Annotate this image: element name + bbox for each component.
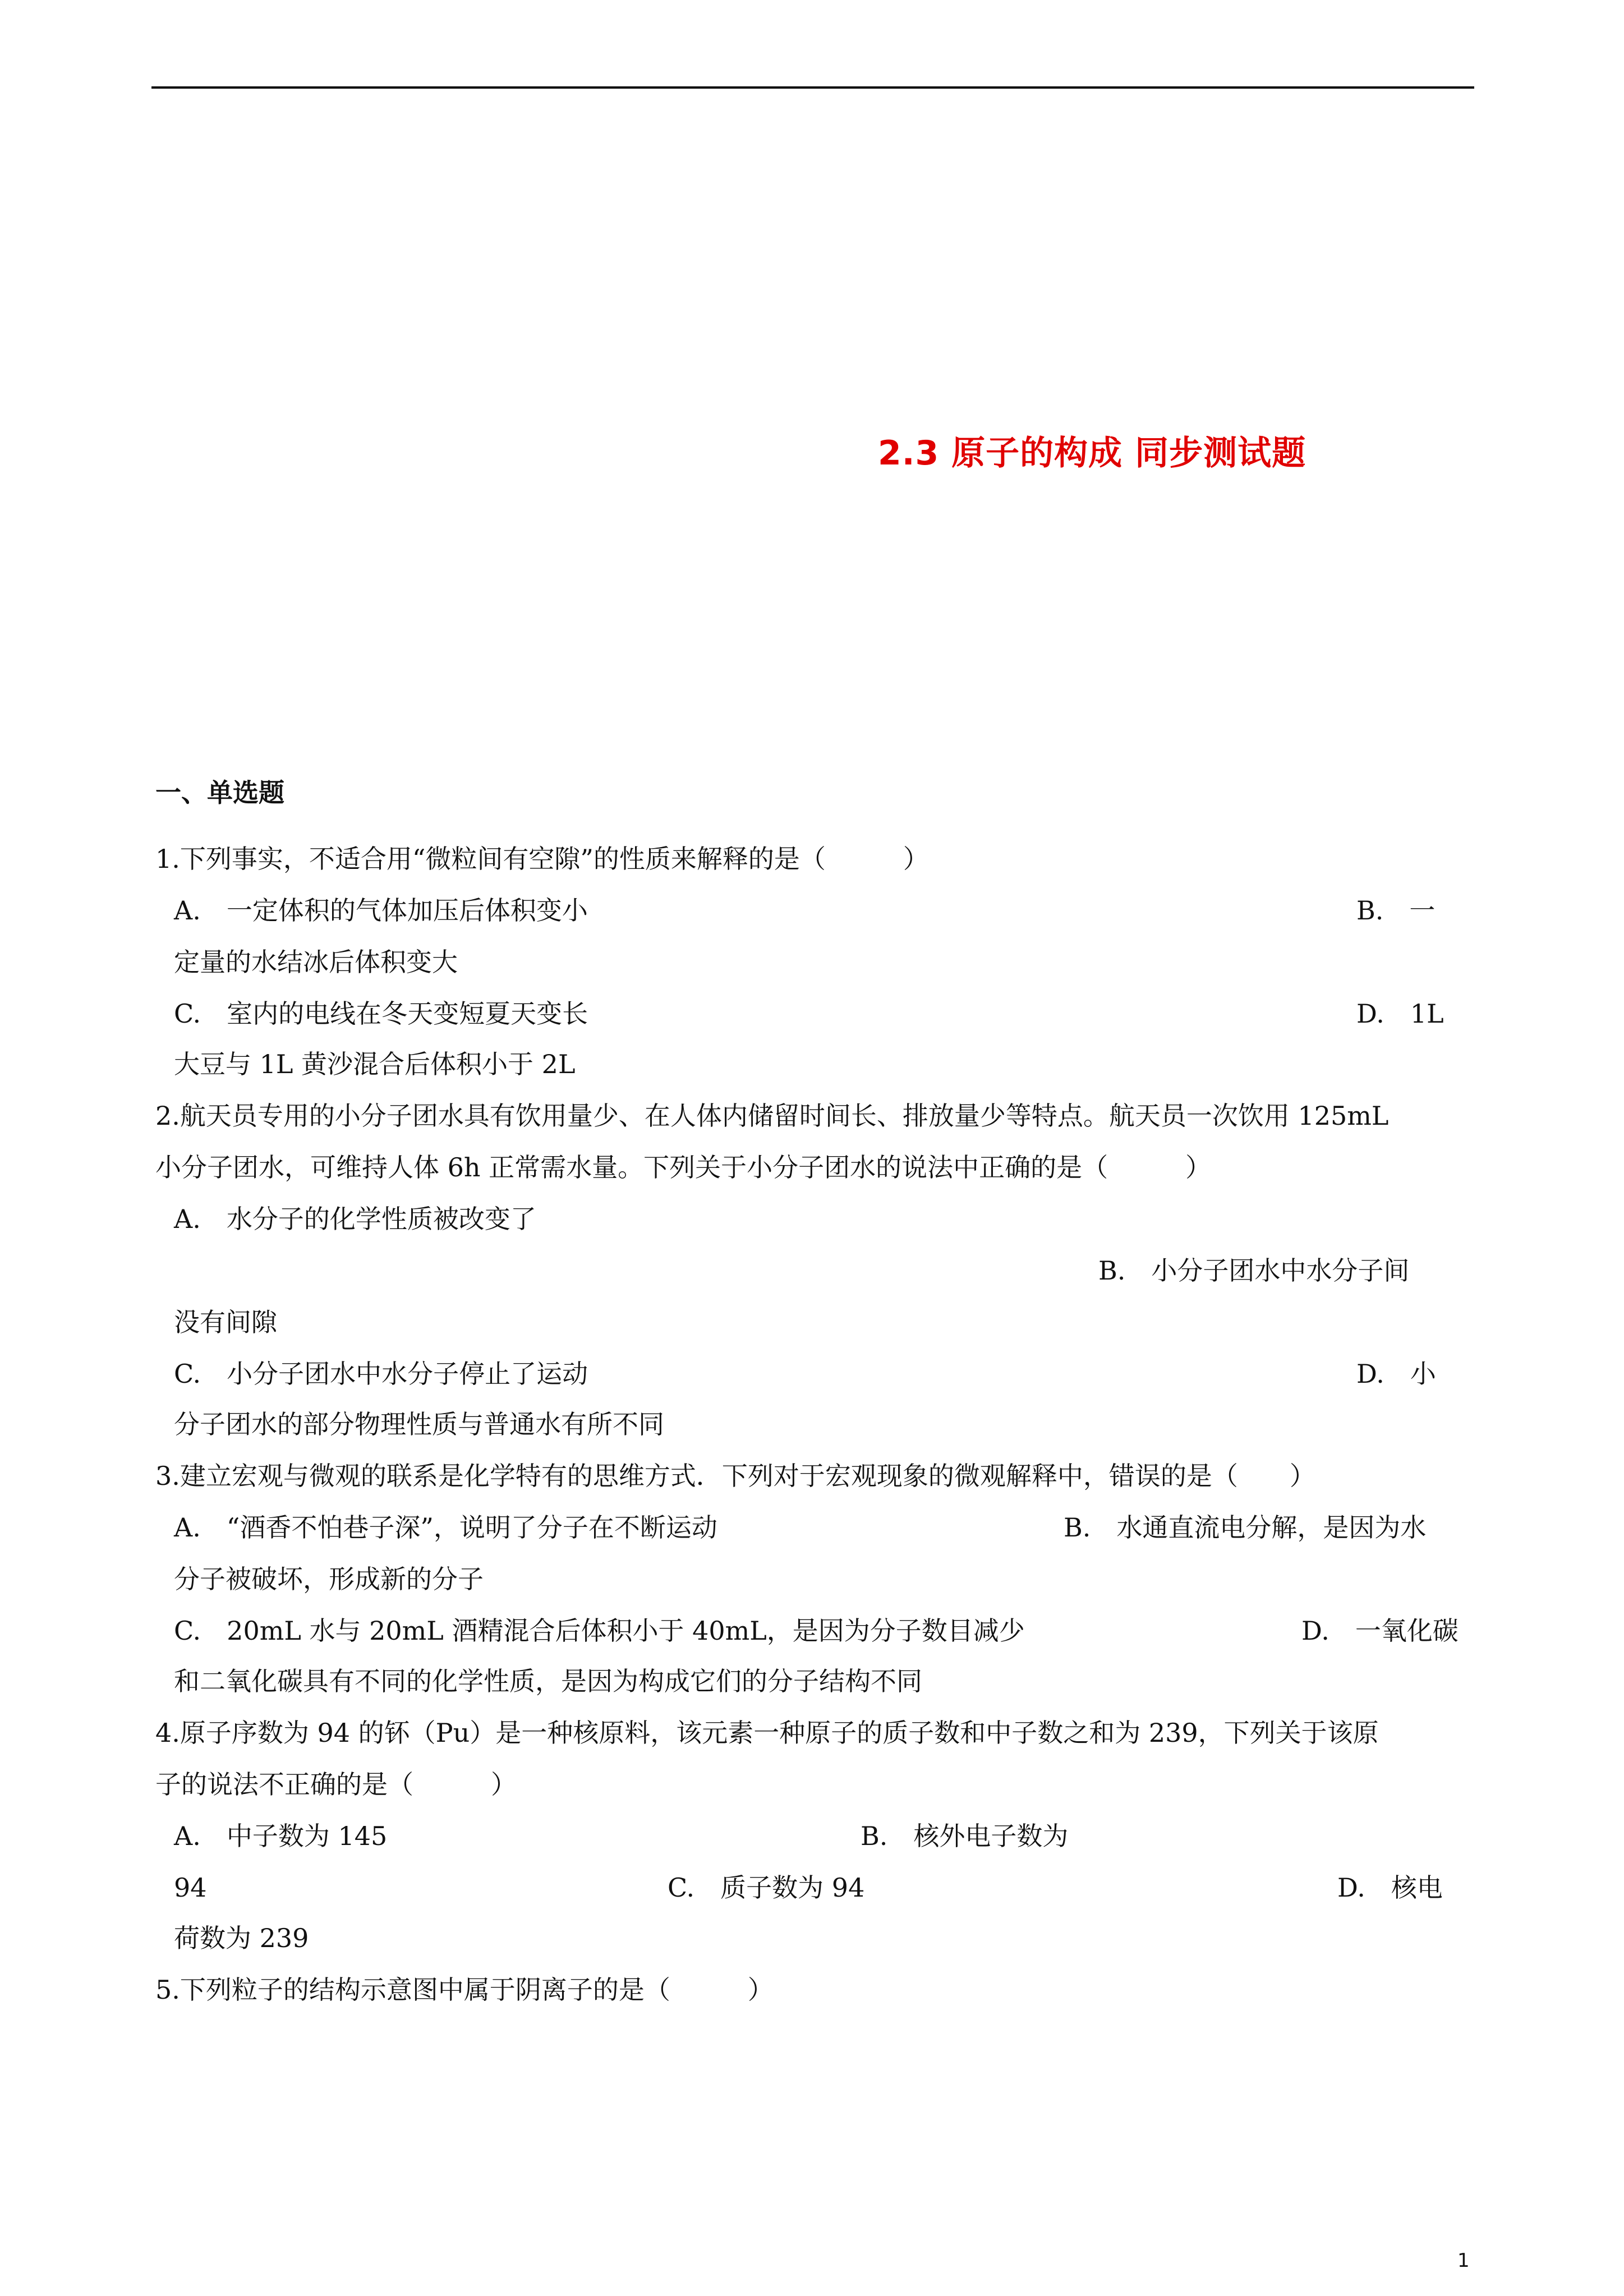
question-2-option-d: D. 小 xyxy=(1356,1359,1436,1389)
question-3-option-d: D. 一氧化碳 xyxy=(1301,1616,1459,1646)
question-1-option-b-cont: 定量的水结冰后体积变大 xyxy=(174,947,458,977)
document-title: 2.3 原子的构成 同步测试题 xyxy=(878,434,1306,473)
question-4-option-d: D. 核电 xyxy=(1337,1872,1443,1903)
question-4-option-d-cont: 荷数为 239 xyxy=(174,1923,309,1953)
page-number: 1 xyxy=(1457,2249,1470,2272)
question-4-option-b-cont: 94 xyxy=(174,1872,207,1903)
question-1-stem: 1.下列事实，不适合用“微粒间有空隙”的性质来解释的是（ ） xyxy=(155,844,929,874)
question-3-option-a: A. “酒香不怕巷子深”，说明了分子在不断运动 xyxy=(174,1512,717,1543)
question-1-option-b: B. 一 xyxy=(1356,895,1436,926)
question-2-stem-line-2: 小分子团水，可维持人体 6h 正常需水量。下列关于小分子团水的说法中正确的是（ ） xyxy=(155,1152,1212,1182)
question-2-option-a: A. 水分子的化学性质被改变了 xyxy=(174,1204,536,1234)
question-3-option-c: C. 20mL 水与 20mL 酒精混合后体积小于 40mL，是因为分子数目减少 xyxy=(174,1616,1025,1646)
question-3-option-b-cont: 分子被破坏，形成新的分子 xyxy=(174,1564,484,1594)
question-3-option-b: B. 水通直流电分解，是因为水 xyxy=(1064,1512,1427,1543)
question-1-option-d-cont: 大豆与 1L 黄沙混合后体积小于 2L xyxy=(174,1049,576,1079)
question-2-option-c: C. 小分子团水中水分子停止了运动 xyxy=(174,1359,588,1389)
question-2-option-b-cont: 没有间隙 xyxy=(174,1307,277,1337)
question-2-option-d-cont: 分子团水的部分物理性质与普通水有所不同 xyxy=(174,1409,664,1439)
question-4-option-b: B. 核外电子数为 xyxy=(861,1821,1069,1851)
question-3-option-d-cont: 和二氧化碳具有不同的化学性质，是因为构成它们的分子结构不同 xyxy=(174,1666,922,1696)
question-4-option-c: C. 质子数为 94 xyxy=(668,1872,865,1903)
question-2-stem-line-1: 2.航天员专用的小分子团水具有饮用量少、在人体内储留时间长、排放量少等特点。航天员一次饮用 125mL xyxy=(155,1101,1389,1131)
question-1-option-d: D. 1L xyxy=(1356,999,1444,1029)
header-rule xyxy=(151,86,1474,89)
question-1-option-c: C. 室内的电线在冬天变短夏天变长 xyxy=(174,999,588,1029)
question-4-option-a: A. 中子数为 145 xyxy=(174,1821,388,1851)
question-4-stem-line-1: 4.原子序数为 94 的钚（Pu）是一种核原料，该元素一种原子的质子数和中子数之和为 239，下列关于该原 xyxy=(155,1718,1379,1748)
question-2-option-b: B. 小分子团水中水分子间 xyxy=(1098,1255,1410,1286)
question-4-stem-line-2: 子的说法不正确的是（ ） xyxy=(155,1769,517,1800)
section-heading: 一、单选题 xyxy=(155,777,284,808)
question-3-stem: 3.建立宏观与微观的联系是化学特有的思维方式．下列对于宏观现象的微观解释中，错误的是（ ） xyxy=(155,1461,1315,1491)
question-5-stem: 5.下列粒子的结构示意图中属于阴离子的是（ ） xyxy=(155,1975,774,2005)
question-1-option-a: A. 一定体积的气体加压后体积变小 xyxy=(174,895,588,926)
